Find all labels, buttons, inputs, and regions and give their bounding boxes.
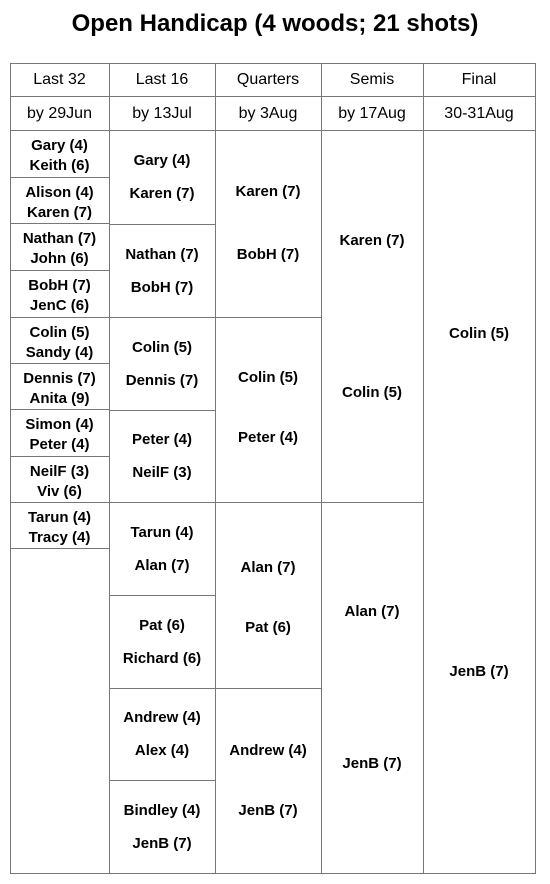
- round-deadline: by 13Jul: [132, 105, 192, 122]
- header-divider: [10, 130, 535, 131]
- match-divider: [10, 270, 109, 271]
- player-name: Tarun (4): [130, 523, 194, 541]
- player-name: Karen (7): [26, 204, 93, 221]
- player-name: Dennis (7): [23, 370, 96, 387]
- round-name: Last 32: [33, 71, 86, 88]
- match-divider: [10, 409, 109, 410]
- player-name: Pat (6): [245, 619, 291, 636]
- player-name: Anita (9): [29, 390, 90, 407]
- match-divider: [109, 595, 215, 596]
- player-name: Karen (7): [339, 232, 405, 249]
- round-deadline: by 3Aug: [238, 105, 298, 122]
- match-divider: [109, 317, 215, 318]
- player-name: Alan (7): [134, 556, 190, 574]
- match-divider: [109, 410, 215, 411]
- header-divider: [10, 96, 535, 97]
- player-name: JenB (7): [238, 802, 298, 819]
- match-divider: [10, 223, 109, 224]
- match-divider: [10, 363, 109, 364]
- round-name: Final: [461, 71, 497, 88]
- column-divider: [321, 63, 322, 873]
- player-name: BobH (7): [236, 246, 300, 263]
- player-name: NeilF (3): [132, 464, 192, 481]
- player-name: Alex (4): [134, 742, 190, 759]
- player-name: Colin (5): [238, 369, 298, 386]
- match-divider: [10, 177, 109, 178]
- player-name: JenB (7): [449, 663, 509, 680]
- player-name: BobH (7): [130, 278, 194, 296]
- match-divider: [109, 502, 215, 503]
- player-name: Bindley (4): [123, 801, 201, 819]
- player-name: Dennis (7): [125, 371, 199, 389]
- player-name: John (6): [30, 250, 89, 267]
- player-name: JenC (6): [29, 297, 90, 314]
- player-name: Tracy (4): [28, 529, 91, 546]
- table-border-bottom: [10, 873, 536, 874]
- player-name: Simon (4): [25, 416, 94, 433]
- player-name: NeilF (3): [29, 463, 90, 480]
- player-name: JenB (7): [342, 755, 402, 772]
- match-divider: [10, 317, 109, 318]
- player-name: Nathan (7): [22, 230, 97, 247]
- player-name: Andrew (4): [123, 709, 201, 726]
- round-name: Quarters: [236, 71, 300, 88]
- match-divider: [215, 502, 321, 503]
- player-name: Nathan (7): [125, 245, 199, 263]
- match-divider: [215, 688, 321, 689]
- round-deadline: by 17Aug: [338, 105, 406, 122]
- player-name: Karen (7): [235, 183, 301, 200]
- round-name: Semis: [349, 71, 395, 88]
- player-name: Tarun (4): [27, 509, 92, 526]
- round-deadline: by 29Jun: [27, 105, 92, 122]
- player-name: Pat (6): [139, 616, 185, 634]
- player-name: Peter (4): [237, 429, 299, 446]
- player-name: Alan (7): [344, 603, 400, 620]
- player-name: Karen (7): [129, 185, 195, 202]
- player-name: Colin (5): [342, 384, 402, 401]
- match-divider: [321, 502, 423, 503]
- column-divider: [423, 63, 424, 873]
- match-divider: [10, 548, 109, 549]
- page-title: Open Handicap (4 woods; 21 shots): [71, 10, 479, 37]
- match-divider: [215, 317, 321, 318]
- table-border-top: [10, 63, 536, 64]
- player-name: BobH (7): [28, 277, 91, 294]
- player-name: Alison (4): [25, 184, 94, 201]
- player-name: Gary (4): [133, 152, 191, 169]
- player-name: JenB (7): [132, 834, 192, 852]
- player-name: Viv (6): [37, 483, 82, 500]
- player-name: Colin (5): [132, 338, 192, 356]
- player-name: Colin (5): [449, 325, 509, 342]
- player-name: Sandy (4): [25, 344, 94, 361]
- player-name: Andrew (4): [229, 742, 307, 759]
- player-name: Gary (4): [31, 137, 88, 154]
- player-name: Peter (4): [131, 431, 193, 448]
- player-name: Alan (7): [240, 559, 296, 576]
- player-name: Colin (5): [29, 324, 90, 341]
- match-divider: [109, 224, 215, 225]
- match-divider: [10, 502, 109, 503]
- table-border-right: [535, 63, 536, 874]
- player-name: Peter (4): [29, 436, 90, 453]
- round-deadline: 30-31Aug: [444, 105, 514, 122]
- match-divider: [109, 688, 215, 689]
- round-name: Last 16: [135, 71, 189, 88]
- match-divider: [10, 456, 109, 457]
- match-divider: [109, 780, 215, 781]
- player-name: Keith (6): [29, 157, 90, 174]
- player-name: Richard (6): [122, 649, 202, 667]
